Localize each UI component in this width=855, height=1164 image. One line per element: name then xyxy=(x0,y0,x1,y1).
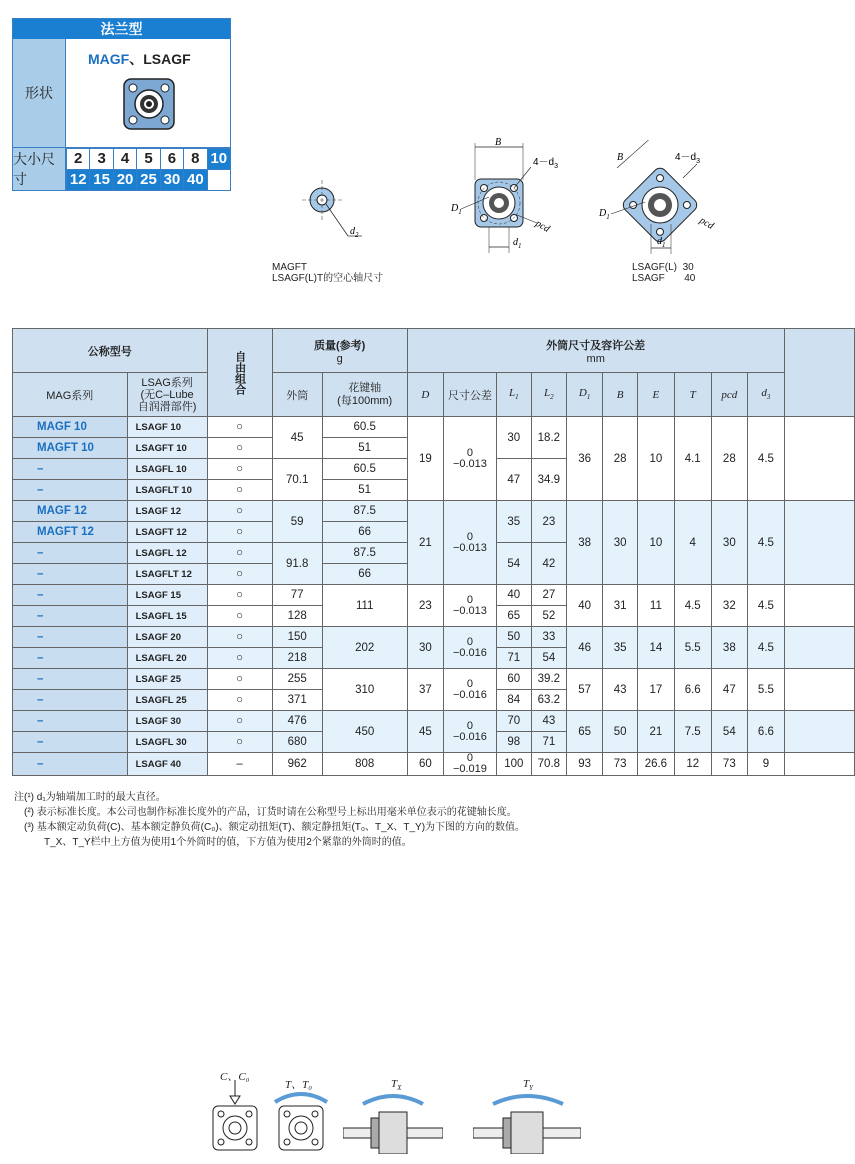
L1-cell: 47 xyxy=(496,459,531,501)
header-B: B xyxy=(603,373,638,417)
L2-cell: 33 xyxy=(531,627,566,648)
pcd-cell: 73 xyxy=(711,753,748,776)
D-cell: 37 xyxy=(407,669,443,711)
combo-cell: ○ xyxy=(207,627,272,648)
header-dims: 外筒尺寸及容许公差 mm xyxy=(407,329,784,373)
note-2: (²) 表示标准长度。本公司也制作标准长度外的产品，订货时请在公称型号上标出用毫米单位表示的花键轴长度。 xyxy=(24,807,517,818)
L1-cell: 100 xyxy=(496,753,531,776)
size-cell: 2 xyxy=(66,148,89,169)
lsag-model-cell: LSAGF 10 xyxy=(127,417,207,438)
d1-label: $d_1$ xyxy=(513,237,522,250)
B-cell: 35 xyxy=(603,627,638,669)
b2-label: B xyxy=(617,152,624,163)
size-cell xyxy=(207,169,230,190)
flange-rotated-diagram xyxy=(595,140,725,265)
size-cell: 15 xyxy=(89,169,112,190)
mag-model-cell: – xyxy=(13,711,128,732)
flange-product-icon xyxy=(122,77,176,131)
L1-cell: 71 xyxy=(496,648,531,669)
size-cell: 6 xyxy=(160,148,183,169)
D1-cell: 38 xyxy=(566,501,602,585)
mag-model-cell: – xyxy=(13,459,128,480)
D1-cell: 57 xyxy=(566,669,602,711)
mag-model-cell: MAGFT 10 xyxy=(13,438,128,459)
lsag-model-cell: LSAGF 30 xyxy=(127,711,207,732)
tolerance-cell: 0 −0.013 xyxy=(444,417,497,501)
L1-cell: 84 xyxy=(496,690,531,711)
combo-cell: ○ xyxy=(207,585,272,606)
header-L1: $L_1$ xyxy=(496,373,531,417)
shaft-mass-cell: 51 xyxy=(322,438,407,459)
d3-cell: 4.5 xyxy=(748,627,785,669)
T-cell: 4.5 xyxy=(674,585,711,627)
L2-cell: 54 xyxy=(531,648,566,669)
combo-cell: – xyxy=(207,753,272,776)
outer-mass-cell: 680 xyxy=(272,732,322,753)
d3-label-2: $4-d_3$ xyxy=(675,152,701,165)
shaft-mass-cell: 450 xyxy=(322,711,407,753)
outer-mass-cell: 128 xyxy=(272,606,322,627)
header-d3: $d_3$ xyxy=(748,373,785,417)
header-combo: 自由组合 xyxy=(207,329,272,417)
shaft-mass-cell: 111 xyxy=(322,585,407,627)
outer-mass-cell: 371 xyxy=(272,690,322,711)
outer-mass-cell: 150 xyxy=(272,627,322,648)
shaft-mass-cell: 60.5 xyxy=(322,417,407,438)
L1-cell: 60 xyxy=(496,669,531,690)
lsag-model-cell: LSAGFLT 10 xyxy=(127,480,207,501)
pcd-cell: 47 xyxy=(711,669,748,711)
d3-cell: 5.5 xyxy=(748,669,785,711)
tolerance-cell: 0 −0.013 xyxy=(444,585,497,627)
mag-model-cell: – xyxy=(13,585,128,606)
E-cell: 10 xyxy=(637,417,674,501)
size-cell: 5 xyxy=(136,148,159,169)
E-cell: 21 xyxy=(637,711,674,753)
flange-front-diagram xyxy=(445,135,565,260)
T-cell: 6.6 xyxy=(674,669,711,711)
shaft-mass-cell: 60.5 xyxy=(322,459,407,480)
mag-model-cell: – xyxy=(13,690,128,711)
size-cell: 3 xyxy=(89,148,112,169)
D1-label-2: $D_1$ xyxy=(599,208,610,221)
header-shaft: 花键轴 (每100mm) xyxy=(322,373,407,417)
E-cell: 14 xyxy=(637,627,674,669)
lsag-model-cell: LSAGFL 10 xyxy=(127,459,207,480)
outer-mass-cell: 59 xyxy=(272,501,322,543)
hollow-shaft-diagram xyxy=(290,180,380,250)
mag-model-cell: MAGF 10 xyxy=(13,417,128,438)
D-cell: 45 xyxy=(407,711,443,753)
dimension-table xyxy=(12,328,855,776)
size-cell: 30 xyxy=(160,169,183,190)
shaft-mass-cell: 66 xyxy=(322,522,407,543)
lsag-model-cell: LSAGFL 25 xyxy=(127,690,207,711)
lsag-model-cell: LSAGFT 12 xyxy=(127,522,207,543)
T-cell: 12 xyxy=(674,753,711,776)
b-label: B xyxy=(495,137,502,148)
L2-cell: 23 xyxy=(531,501,566,543)
header-model: 公称型号 xyxy=(13,329,208,373)
table-row xyxy=(13,585,855,606)
outer-mass-cell: 77 xyxy=(272,585,322,606)
B-cell: 30 xyxy=(603,501,638,585)
load-direction-diagrams xyxy=(205,1068,585,1158)
lsag-model-cell: LSAGFL 20 xyxy=(127,648,207,669)
shape-label: 形状 xyxy=(13,39,65,147)
note-1: 注(¹) d₁为轴端加工时的最大直径。 xyxy=(14,792,166,803)
mag-model-cell: – xyxy=(13,606,128,627)
d3-label: $4-d_3$ xyxy=(533,157,559,170)
pcd-label: pcd xyxy=(533,218,552,235)
d1-label-2: $d_1$ xyxy=(657,236,666,249)
blank-cell xyxy=(784,501,854,585)
D1-cell: 46 xyxy=(566,627,602,669)
note-4: T_X、T_Y栏中上方值为使用1个外筒时的值，下方值为使用2个紧靠的外筒时的值。 xyxy=(44,837,412,848)
E-cell: 26.6 xyxy=(637,753,674,776)
table-row xyxy=(13,501,855,522)
mag-model-cell: MAGF 12 xyxy=(13,501,128,522)
d3-cell: 4.5 xyxy=(748,501,785,585)
L2-cell: 34.9 xyxy=(531,459,566,501)
L1-cell: 35 xyxy=(496,501,531,543)
size-cell: 12 xyxy=(66,169,89,190)
D-cell: 19 xyxy=(407,417,443,501)
E-cell: 11 xyxy=(637,585,674,627)
D1-cell: 93 xyxy=(566,753,602,776)
lsag-model-cell: LSAGF 12 xyxy=(127,501,207,522)
lsag-model-cell: LSAGF 15 xyxy=(127,585,207,606)
footnotes xyxy=(14,790,525,850)
L1-cell: 70 xyxy=(496,711,531,732)
mag-model-cell: – xyxy=(13,543,128,564)
blank-cell xyxy=(784,627,854,669)
D1-cell: 40 xyxy=(566,585,602,627)
summary-title: 法兰型 xyxy=(13,19,230,39)
d3-cell: 9 xyxy=(748,753,785,776)
mag-model-cell: – xyxy=(13,627,128,648)
combo-cell: ○ xyxy=(207,459,272,480)
header-lsag: LSAG系列 (无C–Lube 自润滑部件) xyxy=(127,373,207,417)
model-name: MAGF、LSAGF xyxy=(88,51,191,67)
combo-cell: ○ xyxy=(207,564,272,585)
T-cell: 4.1 xyxy=(674,417,711,501)
lsag-model-cell: LSAGF 40 xyxy=(127,753,207,776)
t-t0-label: T、T₀ xyxy=(285,1079,313,1091)
tolerance-cell: 0 −0.013 xyxy=(444,501,497,585)
m-cell: 962 xyxy=(272,753,322,776)
size-grid xyxy=(65,148,230,190)
outer-mass-cell: 218 xyxy=(272,648,322,669)
mag-model-cell: – xyxy=(13,564,128,585)
c-c0-label: C、C₀ xyxy=(220,1071,250,1083)
pcd-cell: 32 xyxy=(711,585,748,627)
blank-cell xyxy=(784,711,854,753)
table-row xyxy=(13,627,855,648)
blank-cell xyxy=(784,585,854,627)
pcd-cell: 28 xyxy=(711,417,748,501)
lsag-model-cell: LSAGFT 10 xyxy=(127,438,207,459)
L2-cell: 42 xyxy=(531,543,566,585)
B-cell: 43 xyxy=(603,669,638,711)
mag-model-cell: – xyxy=(13,753,128,776)
pcd-label-2: pcd xyxy=(697,215,716,232)
combo-cell: ○ xyxy=(207,711,272,732)
combo-cell: ○ xyxy=(207,480,272,501)
pcd-cell: 54 xyxy=(711,711,748,753)
L1-cell: 65 xyxy=(496,606,531,627)
header-pcd: pcd xyxy=(711,373,748,417)
shaft-mass-cell: 87.5 xyxy=(322,543,407,564)
D1-cell: 65 xyxy=(566,711,602,753)
tolerance-cell: 0 −0.016 xyxy=(444,711,497,753)
table-row xyxy=(13,753,855,776)
blank-cell xyxy=(784,669,854,711)
T-cell: 4 xyxy=(674,501,711,585)
L2-cell: 39.2 xyxy=(531,669,566,690)
tx-label: $T_X$ xyxy=(391,1078,402,1093)
pcd-cell: 30 xyxy=(711,501,748,585)
size-cell: 40 xyxy=(183,169,206,190)
blank-cell xyxy=(784,417,854,501)
E-cell: 10 xyxy=(637,501,674,585)
lsag-model-cell: LSAGFL 12 xyxy=(127,543,207,564)
rotated-flange-caption: LSAGF(L) 30 LSAGF 40 xyxy=(632,262,696,284)
combo-cell: ○ xyxy=(207,606,272,627)
size-cell: 4 xyxy=(113,148,136,169)
pcd-cell: 38 xyxy=(711,627,748,669)
B-cell: 28 xyxy=(603,417,638,501)
shaft-mass-cell: 66 xyxy=(322,564,407,585)
header-D: D xyxy=(407,373,443,417)
shape-cell xyxy=(65,39,230,147)
tolerance-cell: 0 −0.016 xyxy=(444,669,497,711)
torque-icon xyxy=(269,1086,333,1152)
shaft-mass-cell: 51 xyxy=(322,480,407,501)
mag-model-cell: – xyxy=(13,480,128,501)
d3-cell: 6.6 xyxy=(748,711,785,753)
size-cell: 10 xyxy=(207,148,230,169)
outer-mass-cell: 91.8 xyxy=(272,543,322,585)
combo-cell: ○ xyxy=(207,543,272,564)
outer-mass-cell: 476 xyxy=(272,711,322,732)
combo-cell: ○ xyxy=(207,648,272,669)
moment-x-icon xyxy=(343,1088,443,1154)
header-blank xyxy=(784,329,854,417)
L1-cell: 54 xyxy=(496,543,531,585)
d2-label: $d_2$ xyxy=(350,226,359,239)
header-mass: 质量(参考) g xyxy=(272,329,407,373)
size-cell: 20 xyxy=(113,169,136,190)
L2-cell: 71 xyxy=(531,732,566,753)
B-cell: 73 xyxy=(603,753,638,776)
D1-label: $D_1$ xyxy=(451,203,462,216)
d3-cell: 4.5 xyxy=(748,585,785,627)
tolerance-cell: 0 −0.016 xyxy=(444,627,497,669)
table-row xyxy=(13,669,855,690)
D1-cell: 36 xyxy=(566,417,602,501)
B-cell: 50 xyxy=(603,711,638,753)
combo-cell: ○ xyxy=(207,690,272,711)
series-summary-box xyxy=(12,18,231,191)
B-cell: 31 xyxy=(603,585,638,627)
combo-cell: ○ xyxy=(207,522,272,543)
lsag-model-cell: LSAGFL 15 xyxy=(127,606,207,627)
shaft-mass-cell: 310 xyxy=(322,669,407,711)
D-cell: 23 xyxy=(407,585,443,627)
L2-cell: 63.2 xyxy=(531,690,566,711)
table-row xyxy=(13,417,855,438)
L1-cell: 40 xyxy=(496,585,531,606)
header-E: E xyxy=(637,373,674,417)
ty-label: $T_Y$ xyxy=(523,1078,534,1093)
T-cell: 5.5 xyxy=(674,627,711,669)
size-label: 大小尺寸 xyxy=(13,148,65,190)
tolerance-cell: 0 −0.019 xyxy=(444,753,497,776)
L1-cell: 30 xyxy=(496,417,531,459)
outer-mass-cell: 45 xyxy=(272,417,322,459)
header-outer: 外筒 xyxy=(272,373,322,417)
lsag-model-cell: LSAGF 25 xyxy=(127,669,207,690)
L2-cell: 18.2 xyxy=(531,417,566,459)
hollow-shaft-caption: MAGFT LSAGF(L)T的空心轴尺寸 xyxy=(272,262,384,284)
size-cell: 25 xyxy=(136,169,159,190)
d3-cell: 4.5 xyxy=(748,417,785,501)
shaft-mass-cell: 87.5 xyxy=(322,501,407,522)
L1-cell: 50 xyxy=(496,627,531,648)
D-cell: 60 xyxy=(407,753,443,776)
combo-cell: ○ xyxy=(207,669,272,690)
D-cell: 30 xyxy=(407,627,443,669)
L2-cell: 27 xyxy=(531,585,566,606)
mag-model-cell: – xyxy=(13,732,128,753)
header-mag: MAG系列 xyxy=(13,373,128,417)
header-D1: $D_1$ xyxy=(566,373,602,417)
shaft-mass-cell: 202 xyxy=(322,627,407,669)
blank-cell xyxy=(784,753,854,776)
T-cell: 7.5 xyxy=(674,711,711,753)
combo-cell: ○ xyxy=(207,732,272,753)
combo-cell: ○ xyxy=(207,438,272,459)
combo-cell: ○ xyxy=(207,501,272,522)
combo-cell: ○ xyxy=(207,417,272,438)
lsag-model-cell: LSAGFLT 12 xyxy=(127,564,207,585)
size-cell: 8 xyxy=(183,148,206,169)
mag-model-cell: MAGFT 12 xyxy=(13,522,128,543)
L2-cell: 52 xyxy=(531,606,566,627)
E-cell: 17 xyxy=(637,669,674,711)
radial-load-icon xyxy=(205,1080,265,1152)
mag-model-cell: – xyxy=(13,648,128,669)
header-L2: $L_2$ xyxy=(531,373,566,417)
L2-cell: 70.8 xyxy=(531,753,566,776)
outer-mass-cell: 70.1 xyxy=(272,459,322,501)
mag-model-cell: – xyxy=(13,669,128,690)
header-T: T xyxy=(674,373,711,417)
lsag-model-cell: LSAGF 20 xyxy=(127,627,207,648)
table-row xyxy=(13,711,855,732)
header-tol: 尺寸公差 xyxy=(444,373,497,417)
outer-mass-cell: 255 xyxy=(272,669,322,690)
D-cell: 21 xyxy=(407,501,443,585)
s-cell: 808 xyxy=(322,753,407,776)
note-3: (³) 基本额定动负荷(C)、基本额定静负荷(C₀)、额定动扭矩(T)、额定静扭矩(T₀、T_X、T_Y)为下图的方向的数值。 xyxy=(24,822,526,833)
L2-cell: 43 xyxy=(531,711,566,732)
lsag-model-cell: LSAGFL 30 xyxy=(127,732,207,753)
L1-cell: 98 xyxy=(496,732,531,753)
moment-y-icon xyxy=(473,1088,581,1154)
